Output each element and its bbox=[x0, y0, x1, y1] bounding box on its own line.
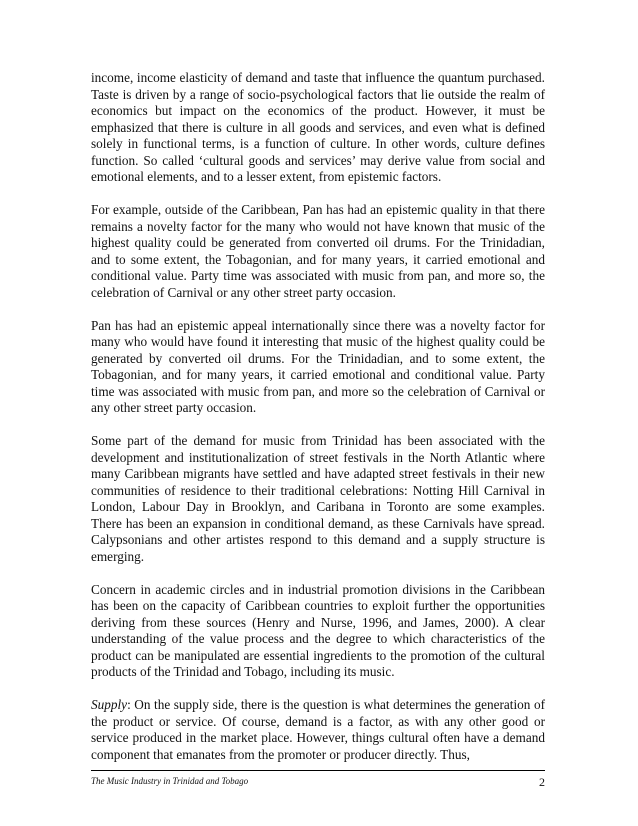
supply-lead-word: Supply bbox=[91, 697, 128, 712]
paragraph-text: Pan has had an epistemic appeal internationally since there was a novelty factor for many who would have found it interesting that music of the highest quality could be generated by converted oil drums. For the Trinidadian, and to some extent, the Tobagonian, and for many years, it carried emotional and conditional value. Party time was associated with music from pan, and more so the celebration of Carnival or any other street party occasion. bbox=[91, 317, 545, 415]
paragraph bbox=[91, 202, 545, 301]
paragraph-text: : On the supply side, there is the question is what determines the generation of the product or service. Of course, demand is a factor, as with any other good or service produced in the market place. However, things cultural often have a demand component that emanates from the promoter or producer directly. Thus, bbox=[91, 697, 545, 762]
paragraph-text: Some part of the demand for music from Trinidad has been associated with the development and institutionalization of street festivals in the North Atlantic where many Caribbean migrants have settled and have adapted street festivals in their new communities of residence to their traditional celebrations: Notting Hill Carnival in London, Labour Day in Brooklyn, and Caribana in Toronto are some examples. There has been an expansion in conditional demand, as these Carnivals have spread. Calypsonians and other artistes respond to this demand and a supply structure is emerging. bbox=[91, 433, 545, 564]
paragraph bbox=[91, 582, 545, 681]
paragraph bbox=[91, 318, 545, 417]
footer-divider bbox=[91, 770, 545, 771]
paragraph-text: income, income elasticity of demand and taste that influence the quantum purchased. Taste is driven by a range of socio-psychological factors that lie outside the realm of economics but impact on the economics of the product. However, it must be emphasized that there is culture in all goods and services, and even what is defined solely in functional terms, is a function of culture. In other words, culture defines function. So called ‘cultural goods and services’ may derive value from social and emotional elements, and to a lesser extent, from epistemic factors. bbox=[91, 70, 545, 184]
paragraph-text: Concern in academic circles and in industrial promotion divisions in the Caribbean has been on the capacity of Caribbean countries to exploit further the opportunities deriving from these sources (Henry and Nurse, 1996, and James, 2000). A clear understanding of the value process and the degree to which characteristics of the product can be manipulated are essential ingredients to the promotion of the cultural products of the Trinidad and Tobago, including its music. bbox=[91, 581, 545, 679]
footer-title: The Music Industry in Trinidad and Tobago bbox=[91, 776, 249, 786]
paragraph bbox=[91, 70, 545, 186]
page-body bbox=[91, 70, 545, 780]
paragraph-supply bbox=[91, 697, 545, 763]
paragraph-text: For example, outside of the Caribbean, Pan has had an epistemic quality in that there remains a novelty factor for the many who would not have known that music of the highest quality could be generated from converted oil drums. For the Trinidadian, and to some extent, the Tobagonian, and for many years, it carried emotional and conditional value. Party time was associated with music from pan, and more so, the celebration of Carnival or any other street party occasion. bbox=[91, 202, 545, 300]
paragraph bbox=[91, 433, 545, 565]
page-number: 2 bbox=[539, 775, 545, 789]
